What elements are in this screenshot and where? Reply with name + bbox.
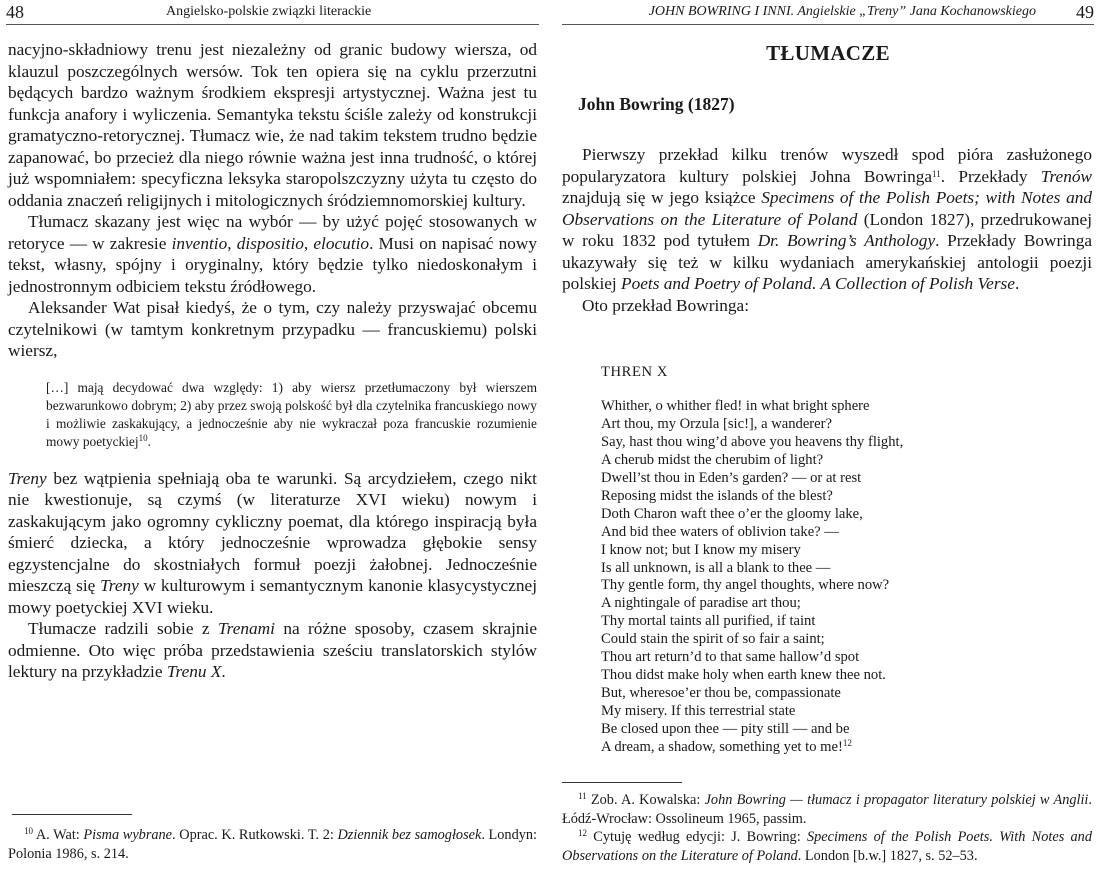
poem-title: THREN X [601, 364, 669, 380]
footnote-number: 12 [578, 828, 587, 838]
poem-line: Whither, o whither fled! in what bright sphere [601, 397, 870, 414]
left-page [0, 0, 545, 870]
right-body-text [562, 144, 1092, 316]
footnote-ref[interactable]: 10 [138, 432, 148, 443]
poem-line: Thou art return’d to that same hallow’d spot [601, 649, 860, 666]
quote-text: […] mają decydować dwa względy: 1) aby wiersz przetłumaczony był wierszem bezwarunkowo dobrym; 2) aby przez swoją polskość był dla czytelnika francuskiego nowy i możliwie zaskakujący, a jednocześnie aby nie wykraczał poza francuskie rozumienie mowy poetyckiej [46, 379, 537, 449]
poem-line-last [601, 739, 903, 757]
footnote-text: . London [b.w.] 1827, s. 52–53. [797, 847, 978, 864]
poem-line: Thy mortal taints all purified, if taint [601, 613, 816, 630]
paragraph [562, 144, 1092, 295]
paragraph-text: Aleksander Wat pisał kiedyś, że o tym, czy należy przyswajać obcemu czytelnikowi (w tamtym konkretnym przypadku — francuskiemu) polski wiersz, [8, 298, 537, 360]
paragraph [8, 468, 537, 619]
poem-line: I know not; but I know my misery [601, 541, 801, 558]
block-quote: […] mają decydować dwa względy: 1) aby wiersz przetłumaczony był wierszem bezwarunkowo dobrym; 2) aby przez swoją polskość był dla czytelnika francuskiego nowy i możliwie zaskakujący, a jednocześnie aby nie wykraczał poza francuskie rozumienie mowy poetyckiej$^{10}$. [46, 379, 537, 449]
title-italic: Poets and Poetry of Poland. A Collection of Polish Verse [621, 274, 1015, 293]
footnote-number: 11 [578, 791, 587, 801]
paragraph-text: , [227, 233, 237, 253]
footnotes-left [8, 826, 537, 863]
paragraph-text: Tłumacze radzili sobie z [28, 619, 218, 638]
paragraph-text: . [1014, 274, 1020, 293]
poem-line: My misery. If this terrestrial state [601, 703, 796, 720]
poem-line: Reposing midst the islands of the blest? [601, 487, 833, 504]
footnote-text: Cytuję według edycji: J. Bowring: [587, 829, 807, 845]
footnote-number: 10 [24, 826, 33, 836]
paragraph-text: , [303, 233, 314, 253]
running-head-right [562, 4, 1094, 22]
poem [601, 364, 903, 757]
paragraph-text: nacyjno-składniowy trenu jest niezależny od granic budowy wiersza, od klauzul poszczególnych wersów. Tok ten opiera się na cyklu przerzutni będących bardzo ważnym środkiem ekspresji artystycznej. Ważna jest tu funkcja anafory i wyliczenia. Semantyka tekstu ściśle zależy od konstrukcji gramatyczno-retorycznej. Tłumacz wie, że nad takim tekstem trudno będzie zapanować, bo przecież dla niego równie ważna jest inna trudność, o której już wspomniałem: specyficzna leksyka staropolszczyzny użyta tu często do oddania znaczeń religijnych i mitologicznych śródziemnomorskiej kultury. [8, 40, 537, 210]
paragraph: Oto przekład Bowringa: [582, 295, 750, 315]
page-number-right: 49 [1076, 2, 1094, 22]
footnote [8, 826, 537, 863]
section-title: TŁUMACZE [766, 41, 890, 65]
footnote-title-italic: Specimens of the Polish Poets. With Notes and Observations on the Literature of Poland [562, 829, 1092, 864]
title-italic: Treny [100, 576, 139, 595]
running-head-title-right: JOHN BOWRING I INNI. Angielskie „Treny” Jana Kochanowskiego [648, 4, 1036, 19]
paragraph-text: (London 1827), przedrukowanej w roku 1832 pod tytułem [562, 209, 1092, 250]
title-italic: Trenami [217, 619, 275, 638]
poem-line: Doth Charon waft thee o’er the gloomy lake, [601, 505, 863, 522]
poem-line: Thou didst make holy when earth knew thee not. [601, 667, 886, 684]
subsection-title: John Bowring (1827) [578, 94, 735, 114]
right-page [556, 0, 1100, 870]
paragraph-text: . Przekłady [940, 166, 1041, 186]
paragraph-text: Pierwszy przekład kilku trenów wyszedł spod pióra zasłużonego popularyzatora kultury polskiej Johna Bowringa [562, 145, 1092, 186]
term-italic: inventio [171, 233, 228, 253]
paragraph [8, 211, 537, 297]
poem-line: Say, hast thou wing’d above you heavens thy flight, [601, 433, 904, 450]
title-italic: Trenów [1040, 166, 1093, 186]
footnote-text: Zob. A. Kowalska: [586, 792, 705, 808]
footnote-rule-left [12, 814, 132, 815]
running-head-left [6, 4, 539, 22]
paragraph-text: . Przekłady Bowringa ukazywały się też w kilku wydaniach amerykańskiej antologii poezji polskiej [562, 231, 1093, 293]
header-rule-right [562, 24, 1094, 25]
footnote-rule-right [562, 782, 682, 783]
paragraph-text: Tłumacz skazany jest więc na wybór — by użyć pojęć stosowanych w retoryce — w zakresie [8, 212, 537, 253]
footnote-title-italic: Dziennik bez samogłosek [337, 827, 482, 843]
title-italic: Trenu X [166, 662, 222, 681]
paragraph-text: . Musi on napisać nowy tekst, własny, spójny i oryginalny, który będzie tylko niedoskonałym i jednostronnym odbiciem tekstu źródłowego. [8, 233, 538, 296]
poem-line: And bid thee waters of oblivion take? — [601, 523, 839, 540]
footnote [562, 791, 1092, 828]
paragraph [8, 39, 537, 211]
paragraph-text: na różne sposoby, czasem skrajnie odmienne. Oto więc próba przedstawienia sześciu translatorskich stylów lektury na przykładzie [8, 619, 537, 681]
paragraph [8, 297, 537, 362]
page-number-left: 48 [6, 2, 24, 22]
paragraph [8, 618, 537, 683]
footnotes-right [562, 791, 1092, 865]
footnote-ref[interactable]: 12 [842, 738, 852, 749]
poem-line: But, wheresoe’er thou be, compassionate [601, 685, 841, 702]
poem-line: A nightingale of paradise art thou; [601, 595, 801, 612]
title-italic: Treny [8, 468, 47, 488]
poem-line: Dwell’st thou in Eden’s garden? — or at rest [601, 469, 862, 486]
paragraph-text: bez wątpienia spełniają oba te warunki. Są arcydziełem, czego nikt nie kwestionuje, są czymś (w literaturze XVI wieku) nowym i zaskakującym jako ogromny cykliczny poemat, dla którego inspiracją była śmierć dziecka, a który jednocześnie wprowadza głębokie sensy egzystencjalne do skostniałych formuł poezji żałobnej. Jednocześnie mieszczą się [8, 468, 537, 595]
footnote-title-italic: Pisma wybrane [83, 827, 173, 843]
poem-line: Be closed upon thee — pity still — and be [601, 721, 850, 738]
paragraph-text: . [221, 662, 226, 681]
poem-line: Is all unknown, is all a blank to thee — [601, 559, 831, 576]
poem-line: Thy gentle form, thy angel thoughts, where now? [601, 577, 890, 594]
poem-line-text: A dream, a shadow, something yet to me! [601, 739, 843, 756]
footnote-text: A. Wat: [33, 827, 84, 843]
footnote-title-italic: John Bowring — tłumacz i propagator literatury polskiej w Anglii [704, 792, 1089, 808]
paragraph-text: w kulturowym i semantycznym kanonie klasycystycznej mowy poetyckiej XVI wieku. [8, 576, 537, 617]
poem-line: Could stain the spirit of so fair a saint; [601, 631, 825, 648]
poem-line: Art thou, my Orzula [sic!], a wanderer? [601, 415, 832, 432]
running-head-title-left: Angielsko-polskie związki literackie [166, 4, 372, 19]
header-rule-left [6, 24, 539, 25]
title-italic: Dr. Bowring’s Anthology [757, 231, 936, 250]
footnote [562, 828, 1092, 865]
title-italic: Specimens of the Polish Poets; with Notes and Observations on the Literature of Poland [562, 188, 1092, 229]
footnote-text: . Londyn: Polonia 1986, s. 214. [8, 827, 537, 862]
term-italic: elocutio [313, 233, 370, 253]
poem-line: A cherub midst the cherubim of light? [601, 451, 824, 468]
left-body-text [8, 39, 537, 683]
footnote-text: . Łódź-Wrocław: Ossolineum 1965, passim. [562, 792, 1092, 827]
footnote-text: . Oprac. K. Rutkowski. T. 2: [172, 827, 338, 843]
footnote-ref[interactable]: 11 [932, 168, 941, 179]
term-italic: dispositio [236, 233, 304, 253]
paragraph-text: znajdują się w jego książce [562, 188, 762, 207]
